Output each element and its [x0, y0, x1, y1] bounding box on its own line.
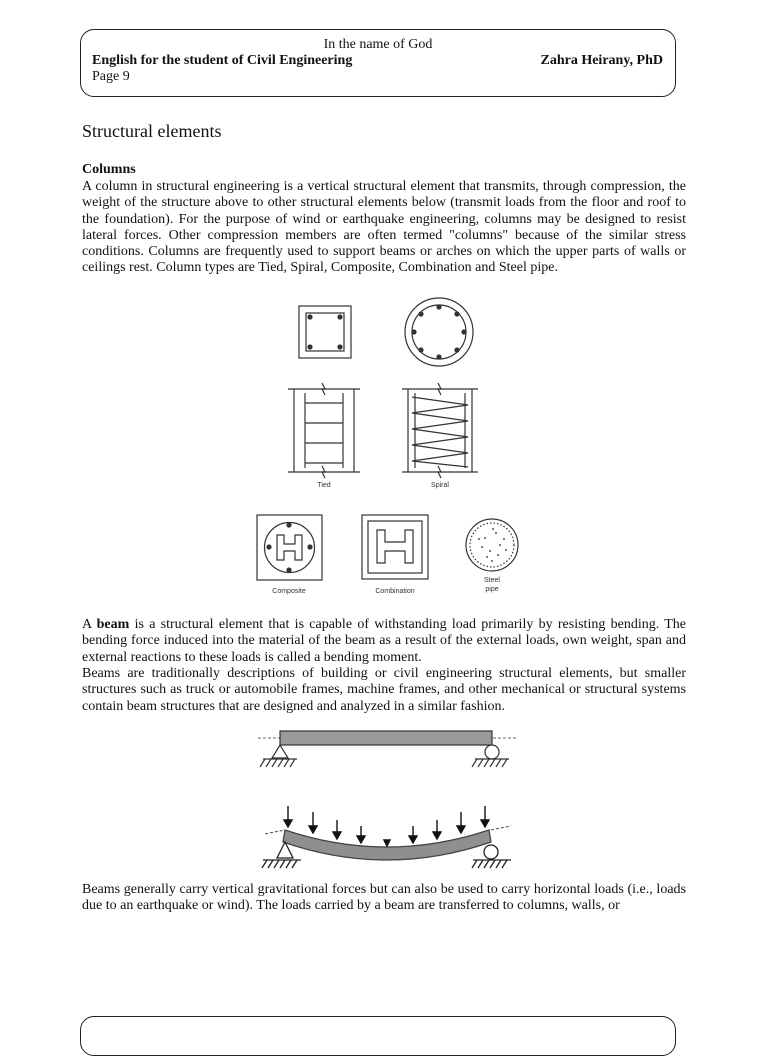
simple-beam-figure	[255, 726, 520, 772]
page-footer	[80, 1016, 676, 1056]
label-steel-pipe-2: pipe	[485, 586, 499, 593]
label-steel-pipe-1: Steel	[484, 577, 500, 584]
beams-description-paragraph: Beams are traditionally descriptions of building or civil engineering structural elements, but smaller structures such as truck or automobile frames, machine frames, and other mechanical or structural systems contain beam structures that are designed and analyzed in a similar fashion.	[82, 666, 686, 714]
header-course-title: English for the student of Civil Engineering	[92, 53, 353, 68]
header-invocation: In the name of God	[323, 37, 433, 52]
beams-loads-paragraph: Beams generally carry vertical gravitational forces but can also be used to carry horizontal loads (i.e., loads due to an earthquake or wind). The loads carried by a beam are transferred to columns, walls, or	[82, 882, 686, 914]
label-tied: Tied	[317, 482, 331, 489]
label-spiral: Spiral	[431, 482, 449, 489]
header-author: Zahra Heirany, PhD	[540, 53, 663, 68]
beam-term: beam	[96, 617, 130, 632]
column-types-figure	[250, 293, 522, 603]
section-title: Structural elements	[82, 121, 222, 141]
label-combination: Combination	[375, 588, 415, 595]
beam-definition-paragraph	[82, 617, 686, 666]
beam-prefix-text: A	[82, 617, 97, 632]
label-composite: Composite	[272, 588, 306, 595]
page-header	[80, 29, 676, 97]
deflected-beam-figure	[255, 802, 520, 874]
columns-paragraph: A column in structural engineering is a vertical structural element that transmits, through compression, the weight of the structure above to other structural elements below (transmit loads from the floor and roof to the foundation). For the purpose of wind or earthquake engineering, columns may be designed to resist lateral forces. Other compression members are often termed "columns" because of the similar stress conditions. Columns are frequently used to support beams or arches on which the upper parts of walls or ceilings rest. Column types are Tied, Spiral, Composite, Combination and Steel pipe.	[82, 179, 686, 276]
header-page-number: Page 9	[92, 69, 130, 84]
beam-definition-text: is a structural element that is capable of withstanding load primarily by resisting bending. The bending force induced into the material of the beam as a result of the external loads, own weight, span and external reactions to these loads is called a bending moment.	[82, 617, 687, 665]
columns-heading: Columns	[82, 162, 136, 177]
